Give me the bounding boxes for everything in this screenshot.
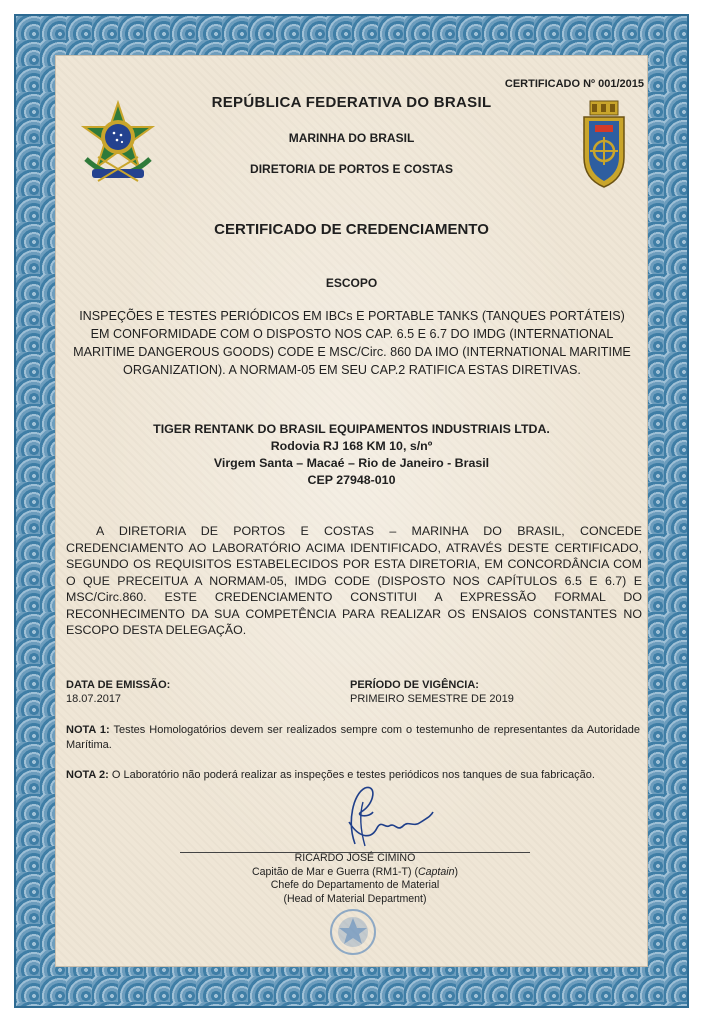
certificate-title: CERTIFICADO DE CREDENCIAMENTO <box>214 221 489 238</box>
note-1 <box>66 723 640 753</box>
note-2-text: O Laboratório não poderá realizar as inspeções e testes periódicos nos tanques de sua fabricação. <box>111 769 595 781</box>
handwritten-signature-icon <box>325 782 435 852</box>
navy-shield-emblem-icon <box>578 99 630 191</box>
accreditation-statement: A DIRETORIA DE PORTOS E COSTAS – MARINHA DO BRASIL, CONCEDE CREDENCIAMENTO AO LABORATÓRIO ACIMA IDENTIFICADO, ATRAVÉS DESTE CERTIFICADO, SEGUNDO OS REQUISITOS ESTABELECIDOS POR ESTA DIRETORIA, EM CONCORDÂNCIA COM O QUE PRECEITUA A NORMAM-05, IMDG CODE (DISPOSTO NOS CAPÍTULOS 6.5 E 6.7) E MSC/Circ.860. ESTE CREDENCIAMENTO CONSTITUI A EXPRESSÃO FORMAL DO RECONHECIMENTO DA SUA COMPETÊNCIA PARA REALIZAR OS ENSAIOS CONSTANTES NO ESCOPO DESTA DELEGAÇÃO. <box>66 524 642 637</box>
company-address-line1: Rodovia RJ 168 KM 10, s/nº <box>270 439 433 453</box>
signatory-role: Chefe do Departamento de Material <box>270 879 440 891</box>
signatory-rank-english: Captain <box>417 865 455 878</box>
note-1-label: NOTA 1: <box>66 724 110 736</box>
signatory-rank-close: ) <box>454 865 459 878</box>
directorate-heading: DIRETORIA DE PORTOS E COSTAS <box>250 162 453 176</box>
emission-date-value: 18.07.2017 <box>66 693 122 705</box>
validity-period-label: PERÍODO DE VIGÊNCIA: <box>350 679 479 691</box>
signatory-rank <box>180 866 530 880</box>
emission-date-label: DATA DE EMISSÃO: <box>66 679 171 691</box>
note-1-text: Testes Homologatórios devem ser realizados sempre com o testemunho de representantes da Autoridade Marítima. <box>66 724 640 751</box>
note-2-label: NOTA 2: <box>66 769 109 781</box>
signatory-rank-text: Capitão de Mar e Guerra (RM1-T) ( <box>251 865 418 878</box>
scope-heading: ESCOPO <box>325 276 378 290</box>
company-block <box>56 421 647 489</box>
company-name: TIGER RENTANK DO BRASIL EQUIPAMENTOS INDUSTRIAIS LTDA. <box>153 422 550 436</box>
navy-heading: MARINHA DO BRASIL <box>288 131 415 145</box>
certificate-number: CERTIFICADO Nº 001/2015 <box>504 78 644 90</box>
official-stamp-icon <box>323 906 383 958</box>
signatory-block <box>180 852 530 906</box>
company-cep: CEP 27948-010 <box>307 473 396 487</box>
scope-text: INSPEÇÕES E TESTES PERIÓDICOS EM IBCs E PORTABLE TANKS (TANQUES PORTÁTEIS) EM CONFORMIDADE COM O DISPOSTO NOS CAP. 6.5 E 6.7 DO IMDG (INTERNATIONAL MARITIME DANGEROUS GOODS) CODE E MSC/Circ. 860 DA IMO (INTERNATIONAL MARITIME ORGANIZATION). A NORMAM-05 EM SEU CAP.2 RATIFICA ESTAS DIRETIVAS. <box>73 309 631 377</box>
company-address-line2: Virgem Santa – Macaé – Rio de Janeiro - Brasil <box>213 456 490 470</box>
signatory-role-english: (Head of Material Department) <box>283 892 427 905</box>
brazil-coat-of-arms-icon <box>76 99 160 191</box>
signatory-name: RICARDO JOSÉ CIMINO <box>294 852 416 864</box>
note-2 <box>66 768 640 783</box>
validity-period-value: PRIMEIRO SEMESTRE DE 2019 <box>350 693 514 705</box>
republic-heading: REPÚBLICA FEDERATIVA DO BRASIL <box>211 94 492 111</box>
